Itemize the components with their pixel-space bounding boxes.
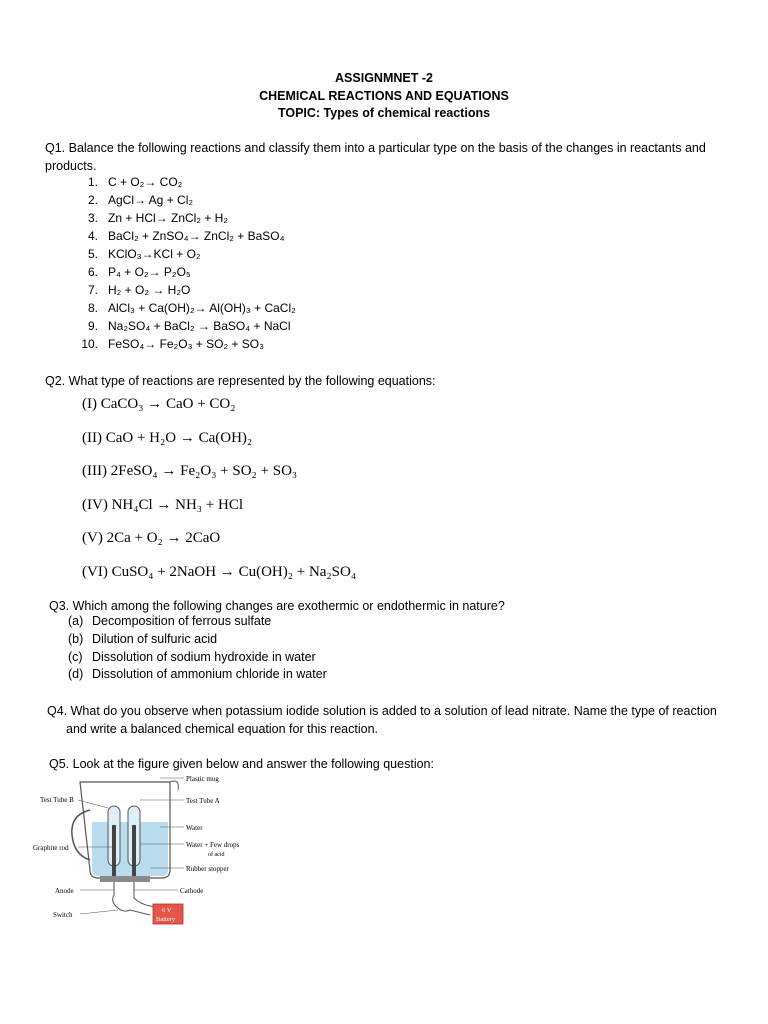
label-cathode: Cathode [180,887,204,895]
q4-text-line1: Q4. What do you observe when potassium iodide solution is added to a solution of lead nitrate. Name the type of reaction [47,704,717,718]
q2-text: Q2. What type of reactions are represented by the following equations: [45,374,436,388]
q3-text: Q3. Which among the following changes are exothermic or endothermic in nature? [49,599,505,613]
electrolysis-figure [0,770,280,930]
label-test-tube-b: Test Tube B [40,796,74,804]
label-water: Water [186,824,203,832]
label-switch: Switch [53,911,73,919]
q2-equation: (II) CaO + H₂O → Ca(OH)₂ [82,430,253,446]
label-graphite-rod: Graphite rod [33,844,69,852]
wire-anode [113,882,150,915]
q2-equation: (III) 2FeSO₄ → Fe₂O₃ + SO₂ + SO₃ [82,463,298,479]
label-test-tube-a: Test Tube A [186,797,220,805]
q5-text: Q5. Look at the figure given below and answer the following question: [49,757,434,771]
graphite-rod-b [112,825,116,880]
label-rubber-stopper: Rubber stopper [186,865,229,873]
mug-spout [170,781,178,790]
graphite-rod-a [132,825,136,880]
assignment-number: ASSIGNMNET -2 [335,71,433,85]
q2-equation: (IV) NH₄Cl → NH₃ + HCl [82,497,243,513]
label-battery: Battery [156,916,176,923]
topic-title: TOPIC: Types of chemical reactions [277,106,491,120]
label-battery-voltage: 6 V [162,907,172,914]
q2-equation: (V) 2Ca + O₂ → 2CaO [82,530,221,546]
q2-equation: (VI) CuSO₄ + 2NaOH → Cu(OH)₂ + Na₂SO₄ [82,564,357,580]
label-plastic-mug: Plastic mug [186,775,219,783]
label-water-acid-2: of acid [208,852,225,858]
q4-text-line2: and write a balanced chemical equation for this reaction. [66,722,378,736]
q1-text-line2: products. [45,159,97,173]
mug-handle [72,810,90,860]
chapter-title: CHEMICAL REACTIONS AND EQUATIONS [259,89,509,103]
rubber-stopper-shape [100,876,150,882]
q2-equation: (I) CaCO₃ → CaO + CO₂ [82,396,236,412]
q1-text-line1: Q1. Balance the following reactions and classify them into a particular type on the basis of the changes in reactants and [45,141,706,155]
label-anode: Anode [55,887,74,895]
label-water-acid-1: Water + Few drops [186,841,240,849]
